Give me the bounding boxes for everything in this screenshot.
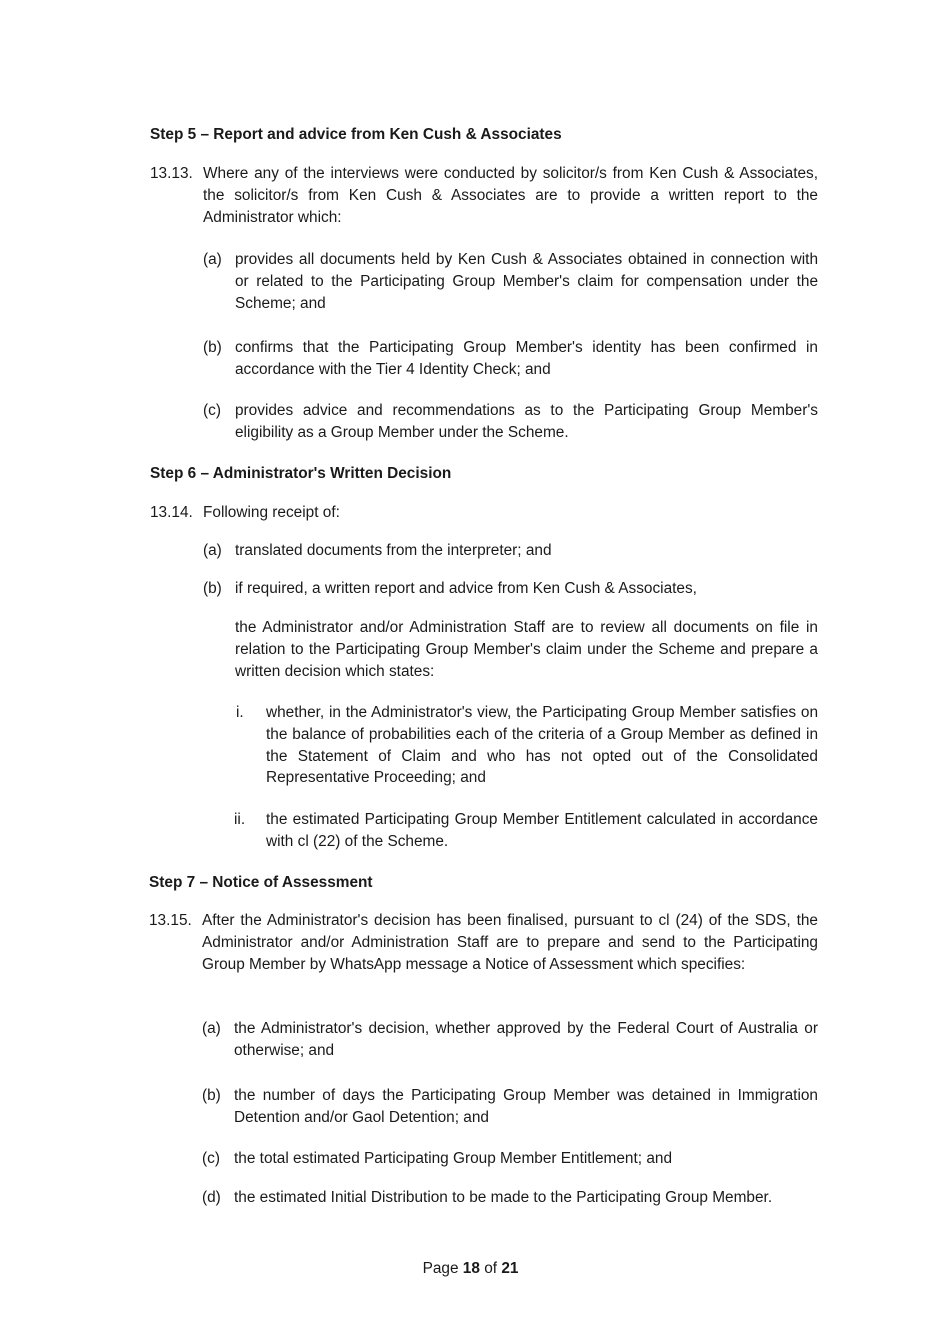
item-label: (b) (203, 339, 222, 356)
clause-text: Where any of the interviews were conducted by solicitor/s from Ken Cush & Associates, the solicitor/s from Ken Cush & Associates are to provide a written report to the Administrator which: (203, 165, 818, 226)
item-text: the estimated Initial Distribution to be made to the Participating Group Member. (234, 1189, 773, 1206)
subitem-text: whether, in the Administrator's view, the Participating Group Member satisfies on the balance of probabilities each of the criteria of a Group Member as defined in the Statement of Claim and who has not opted out of the Consolidated Representative Proceeding; and (266, 704, 818, 787)
item-text: if required, a written report and advice from Ken Cush & Associates, (235, 580, 697, 597)
item-text: translated documents from the interpreter; and (235, 542, 552, 559)
clause-number: 13.14. (150, 504, 193, 521)
item-text: confirms that the Participating Group Member's identity has been confirmed in accordance with the Tier 4 Identity Check; and (235, 339, 818, 378)
item-label: (b) (203, 580, 222, 597)
step5-heading: Step 5 – Report and advice from Ken Cush & Associates (150, 126, 562, 143)
item-label: (c) (203, 402, 221, 419)
clause-number: 13.15. (149, 912, 192, 929)
item-label: (c) (202, 1150, 220, 1167)
item-text: provides all documents held by Ken Cush & Associates obtained in connection with or related to the Participating Group Member's claim for compensation under the Scheme; and (235, 251, 818, 312)
page-of: of (479, 1260, 502, 1277)
item-label: (a) (203, 542, 222, 559)
item-text: provides advice and recommendations as to the Participating Group Member's eligibility as a Group Member under the Scheme. (235, 402, 818, 441)
subitem-label: i. (236, 704, 244, 721)
subitem-text: the estimated Participating Group Member Entitlement calculated in accordance with cl (22) of the Scheme. (266, 811, 818, 850)
page-number: 18 (462, 1260, 480, 1277)
clause-text: After the Administrator's decision has been finalised, pursuant to cl (24) of the SDS, the Administrator and/or Administration Staff are to prepare and send to the Participating Group Member by WhatsApp message a Notice of Assessment which specifies: (202, 912, 818, 973)
item-label: (a) (202, 1020, 221, 1037)
item-text: the number of days the Participating Group Member was detained in Immigration Detention and/or Gaol Detention; and (234, 1087, 818, 1126)
item-text: the total estimated Participating Group Member Entitlement; and (234, 1150, 673, 1167)
page-footer (0, 1258, 941, 1280)
clause-text: Following receipt of: (203, 504, 340, 521)
item-label: (d) (202, 1189, 221, 1206)
subitem-label: ii. (234, 811, 246, 828)
step7-heading: Step 7 – Notice of Assessment (149, 874, 373, 891)
item-label: (a) (203, 251, 222, 268)
step6-heading: Step 6 – Administrator's Written Decision (150, 465, 452, 482)
page-total: 21 (501, 1260, 519, 1277)
item-text: the Administrator's decision, whether approved by the Federal Court of Australia or otherwise; and (234, 1020, 818, 1059)
item-label: (b) (202, 1087, 221, 1104)
page-prefix: Page (422, 1260, 463, 1277)
continuation-text: the Administrator and/or Administration Staff are to review all documents on file in relation to the Participating Group Member's claim under the Scheme and prepare a written decision which states: (235, 619, 818, 680)
clause-number: 13.13. (150, 165, 193, 182)
